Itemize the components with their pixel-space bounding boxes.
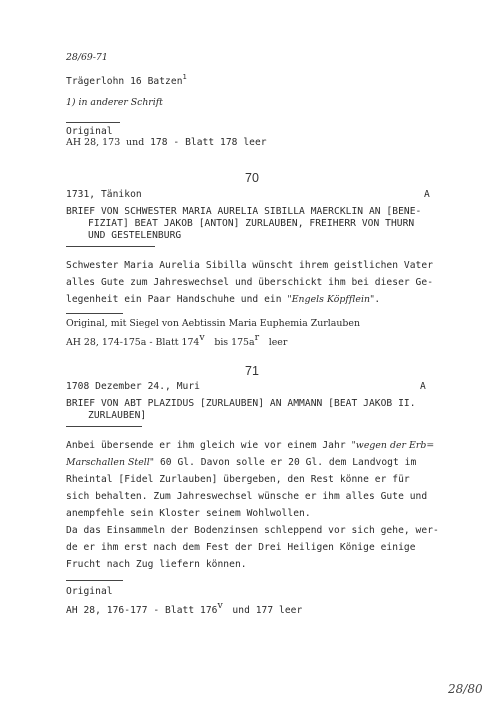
- header-reference: 28/69-71: [66, 52, 108, 63]
- footnote: 1) in anderer Schrift: [66, 97, 163, 108]
- traegerlohn-text: Trägerlohn 16 Batzen: [66, 76, 183, 87]
- source-reference: [66, 330, 287, 349]
- letter-title-line: FIZIAT] BEAT JAKOB [ANTON] ZURLAUBEN, FREIHERR VON THURN: [88, 218, 415, 229]
- summary-text: 60 Gl. Davon solle er 20 Gl. dem Landvogt im: [154, 457, 417, 468]
- summary-line: de er ihm erst nach dem Fest der Drei Heiligen Könige einige: [66, 542, 416, 553]
- ref-rest: 178 - Blatt 178 leer: [150, 137, 267, 148]
- original-note: Original, mit Siegel von Aebtissin Maria Euphemia Zurlauben: [66, 318, 360, 329]
- source-reference: [66, 598, 302, 617]
- summary-line: [66, 457, 416, 468]
- divider: [66, 313, 123, 314]
- summary-quote: Marschallen Stell": [66, 457, 155, 468]
- summary-text: legenheit ein Paar Handschuhe und ein: [66, 294, 282, 305]
- ref-und: und: [126, 137, 145, 148]
- letter-number: 70: [245, 171, 259, 185]
- traegerlohn-line: [66, 73, 187, 87]
- letter-title-line: BRIEF VON SCHWESTER MARIA AURELIA SIBILLA MAERCKLIN AN [BENE-: [66, 206, 422, 217]
- ref-sup: v: [217, 600, 223, 611]
- letter-mark: A: [420, 381, 426, 392]
- divider: [66, 122, 120, 123]
- ref-sup: r: [254, 332, 260, 343]
- ref-part: bis 175a: [214, 337, 255, 348]
- summary-line: anempfehle sein Kloster seinem Wohlwollen.: [66, 508, 311, 519]
- letter-date-place: 1731, Tänikon: [66, 189, 142, 200]
- traegerlohn-footnote-mark: 1: [182, 73, 187, 81]
- summary-line: alles Gute zum Jahreswechsel und überschickt ihm bei dieser Ge-: [66, 277, 434, 288]
- source-reference: [66, 137, 267, 148]
- summary-quote: "wegen der Erb=: [351, 440, 435, 451]
- summary-text: Anbei übersende er ihm gleich wie vor einem Jahr: [66, 440, 346, 451]
- divider: [66, 246, 155, 247]
- summary-end: .: [374, 294, 381, 305]
- letter-title-line: UND GESTELENBURG: [88, 230, 182, 241]
- ref-part: AH 28, 176-177 - Blatt 176: [66, 605, 218, 616]
- ref-prefix: AH 28, 173: [66, 137, 121, 148]
- letter-title-line: BRIEF VON ABT PLAZIDUS [ZURLAUBEN] AN AMMANN [BEAT JAKOB II.: [66, 398, 416, 409]
- ref-part: und 177 leer: [232, 605, 303, 616]
- handwritten-page-mark: 28/80: [448, 682, 483, 696]
- letter-mark: A: [424, 189, 430, 200]
- divider: [66, 426, 142, 427]
- original-label: Original: [66, 586, 113, 597]
- summary-line: Da das Einsammeln der Bodenzinsen schleppend vor sich gehe, wer-: [66, 525, 439, 536]
- ref-part: AH 28, 174-175a - Blatt 174: [66, 337, 200, 348]
- summary-quote: "Engels Köpfflein": [287, 294, 375, 305]
- ref-part: leer: [268, 337, 288, 348]
- summary-line: Rheintal [Fidel Zurlauben] übergeben, den Rest könne er für: [66, 474, 410, 485]
- letter-title-line: ZURLAUBEN]: [88, 410, 147, 421]
- summary-line: [66, 294, 380, 305]
- summary-line: Frucht nach Zug liefern können.: [66, 559, 247, 570]
- summary-line: sich behalten. Zum Jahreswechsel wünsche er ihm alles Gute und: [66, 491, 428, 502]
- ref-sup: v: [199, 332, 205, 343]
- letter-date-place: 1708 Dezember 24., Muri: [66, 381, 200, 392]
- summary-line: Schwester Maria Aurelia Sibilla wünscht ihrem geistlichen Vater: [66, 260, 434, 271]
- letter-number: 71: [245, 364, 259, 378]
- original-label: Original: [66, 126, 113, 137]
- divider: [66, 580, 123, 581]
- summary-line: [66, 440, 434, 451]
